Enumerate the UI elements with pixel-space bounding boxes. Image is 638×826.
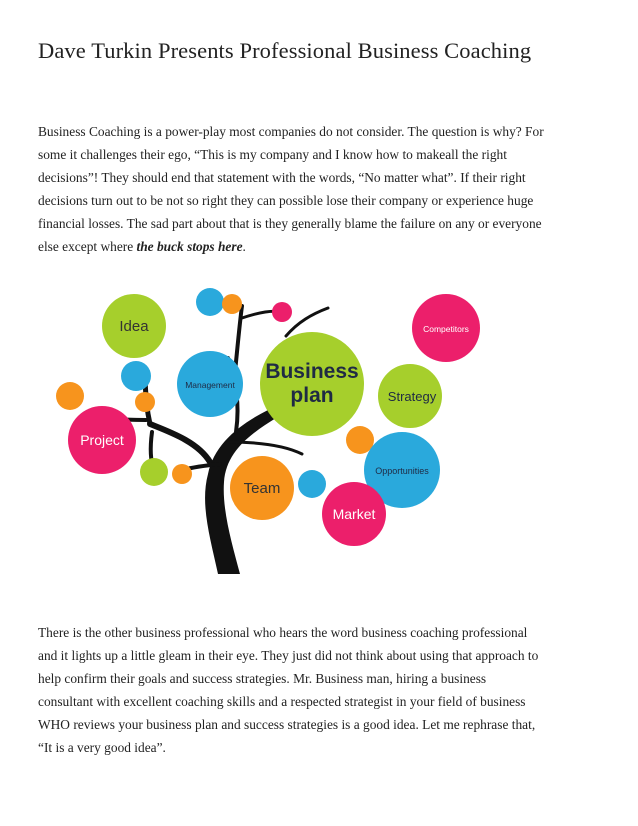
text-line: consultant with excellent coaching skills and a respected strategist in your field of business xyxy=(38,694,526,710)
text-line: decisions”! They should end that statement with the words, “No matter what”. If their right xyxy=(38,170,526,186)
business-plan-label-line2: plan xyxy=(290,384,334,407)
green-dot xyxy=(140,458,168,486)
business-plan-tree-illustration xyxy=(50,292,469,582)
competitors-label: Competitors xyxy=(423,324,469,334)
opportunities-label: Opportunities xyxy=(375,466,429,476)
pink-dot xyxy=(272,302,292,322)
text-line: There is the other business professional who hears the word business coaching professional xyxy=(38,625,528,640)
text-line: “It is a very good idea”. xyxy=(38,740,166,756)
intro-paragraph xyxy=(38,120,604,259)
orange-dot xyxy=(346,426,374,454)
text-fragment: else except where xyxy=(38,239,137,255)
emphasis-text: the buck stops here xyxy=(136,239,243,255)
orange-dot xyxy=(135,392,155,412)
management-label: Management xyxy=(185,380,235,390)
orange-dot xyxy=(172,464,192,484)
market-label: Market xyxy=(332,506,376,522)
text-line-last xyxy=(38,235,604,258)
blue-dot xyxy=(298,470,326,498)
text-line: decisions turn out to be not so right they can possible lose their company or experience huge xyxy=(38,193,534,209)
idea-label: Idea xyxy=(119,318,149,335)
team-label: Team xyxy=(243,480,281,497)
orange-dot xyxy=(222,294,242,314)
text-line: help confirm their goals and success strategies. Mr. Business man, hiring a business xyxy=(38,671,487,687)
blue-dot xyxy=(121,361,151,391)
project-label: Project xyxy=(80,432,124,448)
text-line: WHO reviews your business plan and success strategies is a good idea. Let me rephrase that, xyxy=(38,717,536,733)
closing-paragraph xyxy=(38,621,604,760)
text-line: Business Coaching is a power-play most companies do not consider. The question is why? For xyxy=(38,124,544,139)
orange-dot xyxy=(56,382,84,410)
strategy-label: Strategy xyxy=(387,389,437,404)
business-plan-label-line1: Business xyxy=(265,360,359,383)
text-fragment: . xyxy=(242,239,246,255)
text-line: and it lights up a little gleam in their eye. They just did not think about using that approach to xyxy=(38,648,539,664)
text-line: some it challenges their ego, “This is my company and I know how to makeall the right xyxy=(38,147,507,163)
page-title: Dave Turkin Presents Professional Business Coaching xyxy=(38,38,532,63)
text-line: financial losses. The sad part about that is they generally blame the failure on any or everyone xyxy=(38,216,542,232)
blue-dot xyxy=(196,288,224,316)
